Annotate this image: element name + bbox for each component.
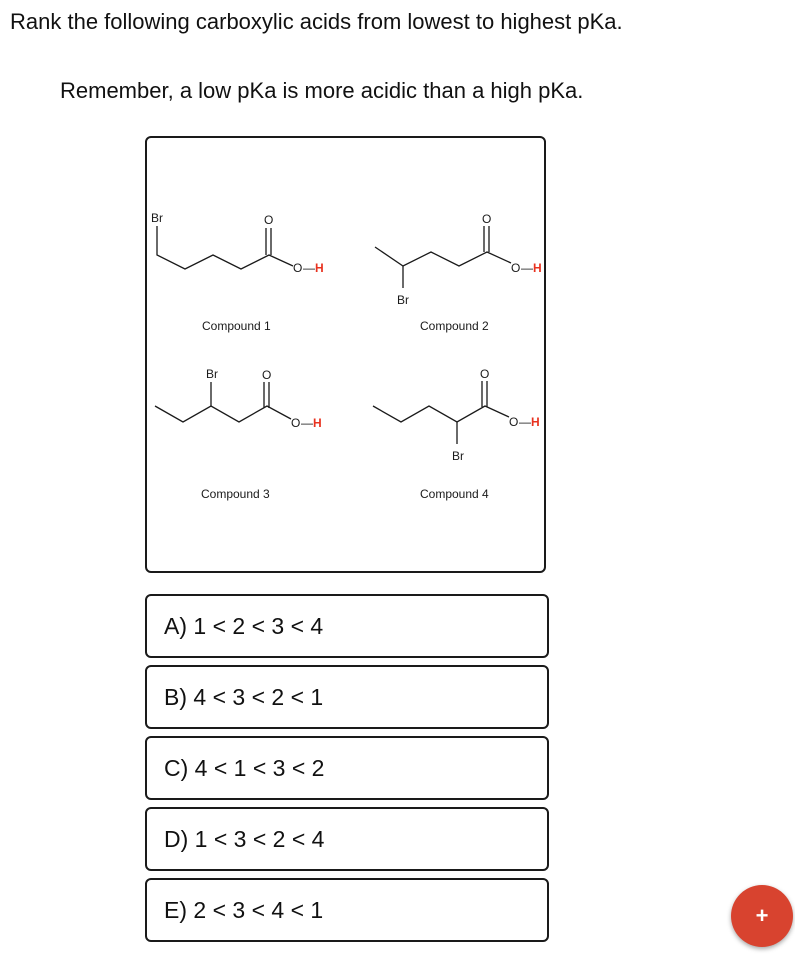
plus-icon: + bbox=[755, 903, 769, 928]
compound-4-carbonyl-o: O bbox=[480, 367, 490, 381]
compound-2-carbonyl-o: O bbox=[482, 212, 492, 226]
compound-2-hydroxyl-bond: — bbox=[521, 261, 533, 275]
answer-option-b[interactable]: B) 4 < 3 < 2 < 1 bbox=[145, 665, 549, 729]
compound-3-structure bbox=[155, 367, 322, 501]
question-prompt: Rank the following carboxylic acids from lowest to highest pKa. bbox=[10, 9, 623, 34]
compound-1-hydroxyl-o: O bbox=[293, 261, 303, 275]
answer-option-a[interactable]: A) 1 < 2 < 3 < 4 bbox=[145, 594, 549, 658]
compound-3-hydroxyl-h: H bbox=[313, 416, 322, 430]
compound-4-hydroxyl-o: O bbox=[509, 415, 519, 429]
compound-3-label: Compound 3 bbox=[201, 487, 270, 501]
compounds-figure bbox=[145, 136, 546, 573]
answer-option-e[interactable]: E) 2 < 3 < 4 < 1 bbox=[145, 878, 549, 942]
compound-1-chain-bonds bbox=[157, 226, 293, 269]
compounds-structures-svg bbox=[147, 138, 548, 575]
compound-1-label: Compound 1 bbox=[202, 319, 271, 333]
compound-2-label: Compound 2 bbox=[420, 319, 489, 333]
answer-option-c[interactable]: C) 4 < 1 < 3 < 2 bbox=[145, 736, 549, 800]
compound-2-structure bbox=[375, 212, 542, 333]
compound-4-br-atom: Br bbox=[452, 449, 464, 463]
compound-4-structure bbox=[373, 367, 540, 501]
compound-1-carbonyl-o: O bbox=[264, 213, 274, 227]
compound-2-hydroxyl-h: H bbox=[533, 261, 542, 275]
compound-1-br-atom: Br bbox=[151, 211, 163, 225]
compound-4-hydroxyl-h: H bbox=[531, 415, 540, 429]
compound-1-hydroxyl-bond: — bbox=[303, 261, 315, 275]
compound-3-carbonyl-o: O bbox=[262, 368, 272, 382]
compound-3-chain-bonds bbox=[155, 406, 291, 422]
question-reminder: Remember, a low pKa is more acidic than a high pKa. bbox=[60, 78, 584, 103]
answer-option-d[interactable]: D) 1 < 3 < 2 < 4 bbox=[145, 807, 549, 871]
compound-2-hydroxyl-o: O bbox=[511, 261, 521, 275]
compound-1-structure bbox=[151, 211, 324, 333]
compound-3-hydroxyl-bond: — bbox=[301, 416, 313, 430]
compound-2-br-atom: Br bbox=[397, 293, 409, 307]
compound-4-chain-bonds bbox=[373, 406, 509, 422]
compound-1-hydroxyl-h: H bbox=[315, 261, 324, 275]
compound-4-hydroxyl-bond: — bbox=[519, 415, 531, 429]
add-button[interactable] bbox=[731, 885, 793, 947]
compound-3-hydroxyl-o: O bbox=[291, 416, 301, 430]
compound-2-chain-bonds bbox=[375, 247, 511, 266]
compound-4-label: Compound 4 bbox=[420, 487, 489, 501]
compound-3-br-atom: Br bbox=[206, 367, 218, 381]
